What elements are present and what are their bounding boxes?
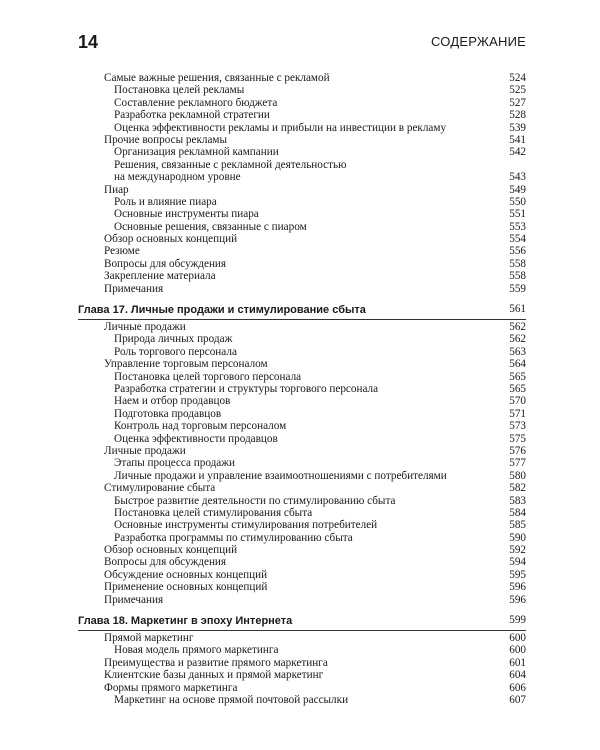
toc-entry xyxy=(78,657,526,669)
toc-entry-title: Этапы процесса продажи xyxy=(114,457,235,470)
toc-entry-page: 606 xyxy=(509,681,526,694)
toc-entry-title: Обзор основных концепций xyxy=(104,233,238,246)
toc-entry-page: 607 xyxy=(509,693,526,706)
toc-entry-title: Оценка эффективности продавцов xyxy=(114,432,278,445)
chapter-title: Глава 17. Личные продажи и стимулирование сбыта xyxy=(78,304,366,317)
chapter-17-heading xyxy=(78,302,526,321)
toc-entry-title: Вопросы для обсуждения xyxy=(104,556,227,569)
toc-entry xyxy=(78,134,526,146)
toc-entry-page: 539 xyxy=(509,121,526,134)
chapter-page: 561 xyxy=(509,303,526,316)
toc-entry-title: Новая модель прямого маркетинга xyxy=(114,644,279,657)
toc-entry-title: Постановка целей стимулирования сбыта xyxy=(114,506,313,519)
toc-entry xyxy=(78,146,526,158)
toc-entry xyxy=(78,208,526,220)
toc-entry-page: 525 xyxy=(509,84,526,97)
page-number: 14 xyxy=(78,32,99,52)
chapter-16-tail xyxy=(78,72,526,295)
toc-entry-title: Пиар xyxy=(104,183,129,196)
toc-entry-page: 590 xyxy=(509,531,526,544)
toc-entry xyxy=(78,457,526,469)
toc-entry xyxy=(78,532,526,544)
toc-entry-title: Основные инструменты стимулирования потребителей xyxy=(114,519,378,532)
toc-entry-title: Обсуждение основных концепций xyxy=(104,568,268,581)
chapter-rule xyxy=(78,319,526,320)
toc-entry-page: 551 xyxy=(509,208,526,221)
toc-entry xyxy=(78,669,526,681)
toc-entry-page: 524 xyxy=(509,72,526,84)
toc-entry-page: 528 xyxy=(509,109,526,122)
toc-entry-page: 577 xyxy=(509,457,526,470)
toc-entry-page: 576 xyxy=(509,444,526,457)
toc-entry-page: 564 xyxy=(509,358,526,371)
toc-entry-title: Роль торгового персонала xyxy=(114,345,237,358)
toc-entry-title: Личные продажи xyxy=(104,321,186,334)
toc-entry-title: Решения, связанные с рекламной деятельностью xyxy=(114,158,347,171)
toc-entry xyxy=(78,258,526,270)
toc-entry-page: 596 xyxy=(509,581,526,594)
toc-entry-title: Подготовка продавцов xyxy=(114,407,222,420)
toc-entry xyxy=(78,109,526,121)
toc-entry xyxy=(78,196,526,208)
toc-entry-title: Личные продажи xyxy=(104,444,186,457)
toc-entry-title: Формы прямого маркетинга xyxy=(104,681,238,694)
toc-entry-title: Самые важные решения, связанные с рекламой xyxy=(104,72,330,84)
toc-entry xyxy=(78,470,526,482)
toc-entry-page: 542 xyxy=(509,146,526,159)
toc-entry-page: 600 xyxy=(509,644,526,657)
toc-entry-title: Прочие вопросы рекламы xyxy=(104,133,228,146)
toc-entry xyxy=(78,482,526,494)
toc-entry xyxy=(78,270,526,282)
toc-entry-title: Роль и влияние пиара xyxy=(114,195,217,208)
toc-entry xyxy=(78,84,526,96)
toc-entry-title: Быстрое развитие деятельности по стимулированию сбыта xyxy=(114,494,396,507)
chapter-page: 599 xyxy=(509,614,526,627)
toc-entry-page: 601 xyxy=(509,656,526,669)
toc-entry-title: Закрепление материала xyxy=(104,270,216,283)
toc-entry-title: на международном уровне xyxy=(114,171,241,184)
toc-entry xyxy=(78,346,526,358)
toc-entry-page: 541 xyxy=(509,133,526,146)
toc-entry xyxy=(78,245,526,257)
toc-entry-page: 584 xyxy=(509,506,526,519)
toc-entry-title: Применение основных концепций xyxy=(104,581,268,594)
toc-entry-title: Управление торговым персоналом xyxy=(104,358,268,371)
toc-entry-page: 594 xyxy=(509,556,526,569)
table-of-contents xyxy=(78,72,526,706)
toc-entry-page: 583 xyxy=(509,494,526,507)
toc-entry-page: 592 xyxy=(509,544,526,557)
toc-entry-title: Постановка целей торгового персонала xyxy=(114,370,302,383)
toc-entry-page: 600 xyxy=(509,632,526,645)
toc-entry-page: 562 xyxy=(509,321,526,334)
toc-entry-title: Составление рекламного бюджета xyxy=(114,96,278,109)
toc-entry-title: Оценка эффективности рекламы и прибыли на инвестиции в рекламу xyxy=(114,121,447,134)
toc-entry xyxy=(78,556,526,568)
toc-entry-title: Вопросы для обсуждения xyxy=(104,257,227,270)
chapter-title: Глава 18. Маркетинг в эпоху Интернета xyxy=(78,615,293,628)
toc-entry xyxy=(78,569,526,581)
toc-entry xyxy=(78,321,526,333)
toc-entry-page: 549 xyxy=(509,183,526,196)
toc-entry-page: 582 xyxy=(509,482,526,495)
chapter-18-heading xyxy=(78,613,526,632)
toc-entry xyxy=(78,507,526,519)
toc-entry-page: 558 xyxy=(509,257,526,270)
toc-entry xyxy=(78,544,526,556)
toc-entry-title: Резюме xyxy=(104,245,140,258)
toc-entry xyxy=(78,594,526,606)
toc-entry xyxy=(78,408,526,420)
toc-entry-page: 573 xyxy=(509,420,526,433)
toc-entry-page: 604 xyxy=(509,669,526,682)
toc-entry xyxy=(78,644,526,656)
toc-entry-page: 558 xyxy=(509,270,526,283)
toc-entry xyxy=(78,184,526,196)
toc-entry-title: Клиентские базы данных и прямой маркетинг xyxy=(104,669,324,682)
toc-entry-title: Природа личных продаж xyxy=(114,333,233,346)
toc-entry xyxy=(78,283,526,295)
toc-entry-title: Постановка целей рекламы xyxy=(114,84,245,97)
toc-entry-page: 596 xyxy=(509,593,526,606)
toc-entry xyxy=(78,519,526,531)
toc-entry-title: Организация рекламной кампании xyxy=(114,146,279,159)
toc-entry-page: 580 xyxy=(509,469,526,482)
toc-entry xyxy=(78,433,526,445)
toc-entry-page: 585 xyxy=(509,519,526,532)
toc-entry xyxy=(78,420,526,432)
toc-entry-page: 554 xyxy=(509,233,526,246)
toc-entry-title: Основные инструменты пиара xyxy=(114,208,259,221)
toc-entry xyxy=(78,221,526,233)
toc-entry-page: 565 xyxy=(509,370,526,383)
toc-entry-title: Примечания xyxy=(104,593,164,606)
toc-entry-page: 553 xyxy=(509,220,526,233)
toc-entry-title: Наем и отбор продавцов xyxy=(114,395,231,408)
toc-entry xyxy=(78,445,526,457)
toc-entry xyxy=(78,395,526,407)
toc-entry-title: Разработка программы по стимулированию сбыта xyxy=(114,531,353,544)
toc-entry-title: Стимулирование сбыта xyxy=(104,482,216,495)
toc-entry-page: 565 xyxy=(509,382,526,395)
toc-entry-page: 562 xyxy=(509,333,526,346)
toc-entry-page: 556 xyxy=(509,245,526,258)
toc-entry xyxy=(78,694,526,706)
toc-entry-title: Преимущества и развитие прямого маркетинга xyxy=(104,656,328,669)
toc-entry xyxy=(78,122,526,134)
toc-entry-title: Разработка рекламной стратегии xyxy=(114,109,270,122)
toc-entry-page: 550 xyxy=(509,195,526,208)
toc-entry-page: 570 xyxy=(509,395,526,408)
toc-entry xyxy=(78,171,526,183)
toc-entry-title: Прямой маркетинг xyxy=(104,632,194,645)
toc-entry-title: Контроль над торговым персоналом xyxy=(114,420,287,433)
toc-entry-title: Основные решения, связанные с пиаром xyxy=(114,220,307,233)
toc-entry-page: 559 xyxy=(509,282,526,295)
toc-entry-title: Разработка стратегии и структуры торгового персонала xyxy=(114,382,379,395)
toc-entry-page: 575 xyxy=(509,432,526,445)
toc-entry xyxy=(78,495,526,507)
page-header xyxy=(78,32,526,52)
toc-entry-page: 563 xyxy=(509,345,526,358)
toc-entry xyxy=(78,333,526,345)
toc-entry xyxy=(78,233,526,245)
toc-entry-title: Примечания xyxy=(104,282,164,295)
toc-entry-title: Маркетинг на основе прямой почтовой рассылки xyxy=(114,693,349,706)
toc-entry xyxy=(78,97,526,109)
toc-entry xyxy=(78,682,526,694)
toc-entry xyxy=(78,581,526,593)
running-head: СОДЕРЖАНИЕ xyxy=(430,34,526,49)
toc-entry xyxy=(78,383,526,395)
toc-entry-page: 595 xyxy=(509,568,526,581)
toc-entry-page: 527 xyxy=(509,96,526,109)
chapter-18-entries xyxy=(78,632,526,706)
toc-entry xyxy=(78,358,526,370)
toc-entry-page: 571 xyxy=(509,407,526,420)
toc-entry xyxy=(78,159,526,171)
chapter-rule xyxy=(78,630,526,631)
toc-entry-title: Личные продажи и управление взаимоотношениями с потребителями xyxy=(114,469,447,482)
toc-entry xyxy=(78,72,526,84)
toc-entry xyxy=(78,371,526,383)
toc-entry xyxy=(78,632,526,644)
chapter-17-entries xyxy=(78,321,526,606)
toc-entry-title: Обзор основных концепций xyxy=(104,544,238,557)
toc-entry-page: 543 xyxy=(509,171,526,184)
